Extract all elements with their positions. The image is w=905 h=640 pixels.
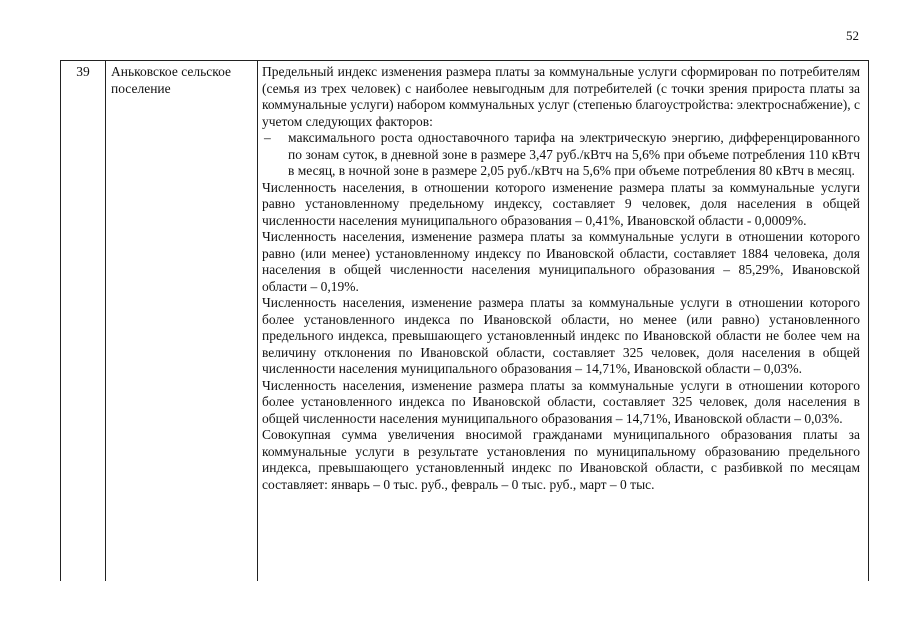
description-column — [258, 61, 868, 581]
document-table — [60, 60, 869, 581]
bullet-text: максимального роста одноставочного тарифа на электрическую энергию, дифференцированного по зонам суток, в дневной зоне в размере 3,47 руб./кВтч на 5,6% при объеме потребления 110 кВтч в месяц, в ночной зоне в размере 2,05 руб./кВтч на 5,6% при объеме потребления 80 кВтч в месяц. — [288, 130, 860, 178]
municipality-column — [106, 61, 258, 581]
row-number-column — [61, 61, 106, 581]
paragraph-population-less: Численность населения, изменение размера платы за коммунальные услуги в отношении которого равно (или менее) установленному индексу по Ивановской области, составляет 1884 человека, доля населения в общей численности населения муниципального образования – 85,29%, Ивановской области – 0,19%. — [262, 229, 860, 294]
paragraph-population-equal: Численность населения, в отношении которого изменение размера платы за коммунальные услуги равно установленному предельному индексу, составляет 9 человек, доля населения в общей численности населения муниципального образования – 0,41%, Ивановской области - 0,0009%. — [262, 179, 860, 228]
bullet-item — [262, 130, 860, 180]
paragraph-population-between: Численность населения, изменение размера платы за коммунальные услуги в отношении которого более установленного индекса по Ивановской области, но менее (или равно) установленного предельного индекса, превышающего установленный индекс по Ивановской области не более чем на величину отклонения по Ивановской области, составляет 325 человек, доля населения в общей численности населения муниципального образования – 14,71%, Ивановской области – 0,03%. — [262, 295, 860, 376]
intro-paragraph: Предельный индекс изменения размера платы за коммунальные услуги сформирован по потребителям (семья из трех человек) с наиболее невыгодным для потребителей (с точки зрения прироста платы за коммунальные услуги) набором коммунальных услуг (степенью благоустройства: электроснабжение), с учетом следующих факторов: — [262, 64, 860, 129]
row-number: 39 — [76, 64, 90, 79]
municipality-name: Аньковское сельское поселение — [111, 64, 232, 96]
bullet-dash: – — [264, 130, 271, 145]
page-number: 52 — [846, 28, 859, 43]
paragraph-population-more: Численность населения, изменение размера платы за коммунальные услуги в отношении которого более установленного индекса по Ивановской области, составляет 325 человек, доля населения в общей численности населения муниципального образования – 14,71%, Ивановской области – 0,03%. — [262, 377, 860, 426]
paragraph-total-sum: Совокупная сумма увеличения вносимой гражданами муниципального образования платы за коммунальные услуги в результате установления по муниципальному образованию предельного индекса, превышающего установленный индекс по Ивановской области, с разбивкой по месяцам составляет: январь – 0 тыс. руб., февраль – 0 тыс. руб., март – 0 тыс. — [262, 427, 860, 492]
description-text — [262, 64, 860, 493]
